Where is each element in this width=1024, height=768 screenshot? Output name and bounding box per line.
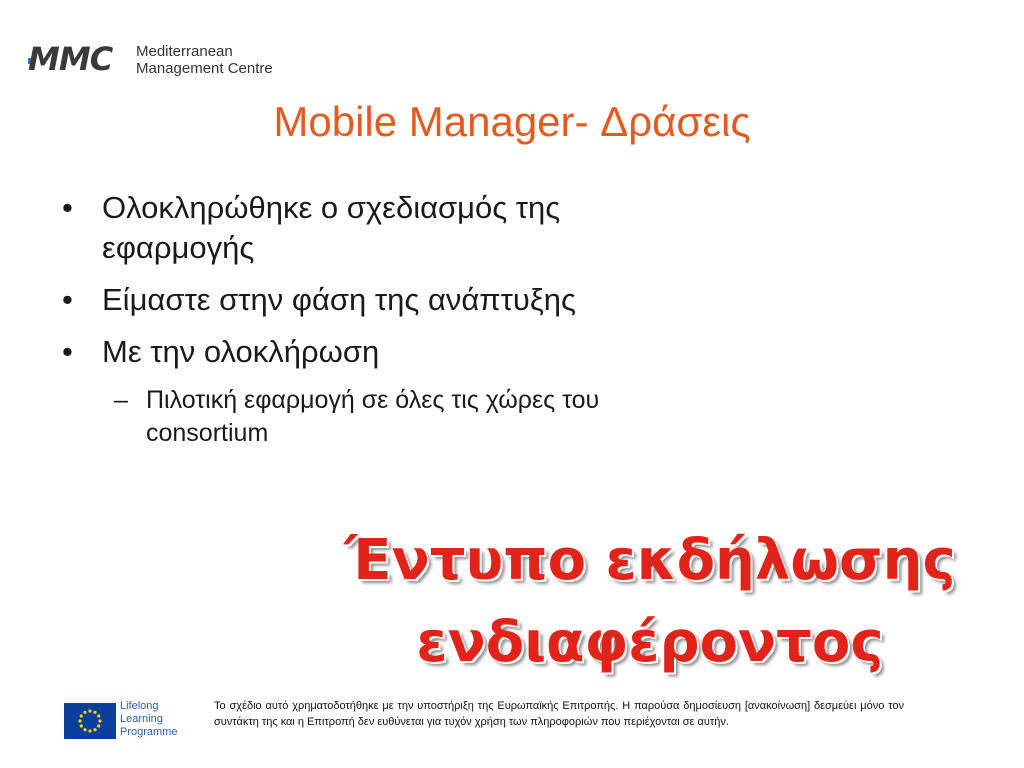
sub-bullet-item	[60, 384, 700, 450]
sub-bullet-marker: –	[114, 386, 128, 414]
bullet-list	[60, 188, 700, 450]
logo-text	[136, 43, 273, 77]
logo-mark: MMC	[28, 40, 113, 78]
funding-disclaimer: Το σχέδιο αυτό χρηματοδοτήθηκε με την υποστήριξη της Ευρωπαϊκής Επιτροπής. Η παρούσα δημοσίευση [ανακοίνωση] δεσμεύει μόνο τον συντάκτη της και η Επιτροπή δεν ευθύνεται για τυχόν χρήση των πληροφοριών που περιέχονται σε αυτήν.	[214, 700, 904, 728]
bullet-marker: •	[62, 334, 73, 369]
eu-flag-icon	[64, 703, 116, 739]
bullet-marker: •	[62, 282, 73, 317]
bullet-text: Είμαστε στην φάση της ανάπτυξης	[102, 282, 576, 317]
mmc-logo	[28, 40, 308, 82]
programme-name	[120, 700, 177, 739]
bullet-item	[60, 332, 700, 372]
logo-line-1: Mediterranean	[136, 43, 233, 60]
bullet-text: Με την ολοκλήρωση	[102, 334, 380, 369]
lifelong-learning-logo	[64, 700, 204, 740]
sub-bullet-text: Πιλοτική εφαρμογή σε όλες τις χώρες του consortium	[146, 386, 600, 447]
stamp-line-2: ενδιαφέροντος	[416, 610, 884, 675]
slide-title: Mobile Manager- Δράσεις	[273, 98, 751, 145]
programme-line-3: Programme	[120, 726, 178, 738]
programme-line-2: Learning	[120, 713, 163, 725]
bullet-text: Ολοκληρώθηκε ο σχεδιασμός της εφαρμογής	[102, 190, 561, 265]
bullet-marker: •	[62, 190, 73, 225]
bullet-item	[60, 188, 700, 268]
stamp-line-1: Έντυπο εκδήλωσης	[344, 528, 956, 593]
logo-line-2: Management Centre	[136, 60, 273, 77]
interest-form-stamp	[300, 520, 1000, 684]
bullet-item	[60, 280, 700, 320]
programme-line-1: Lifelong	[120, 700, 159, 712]
